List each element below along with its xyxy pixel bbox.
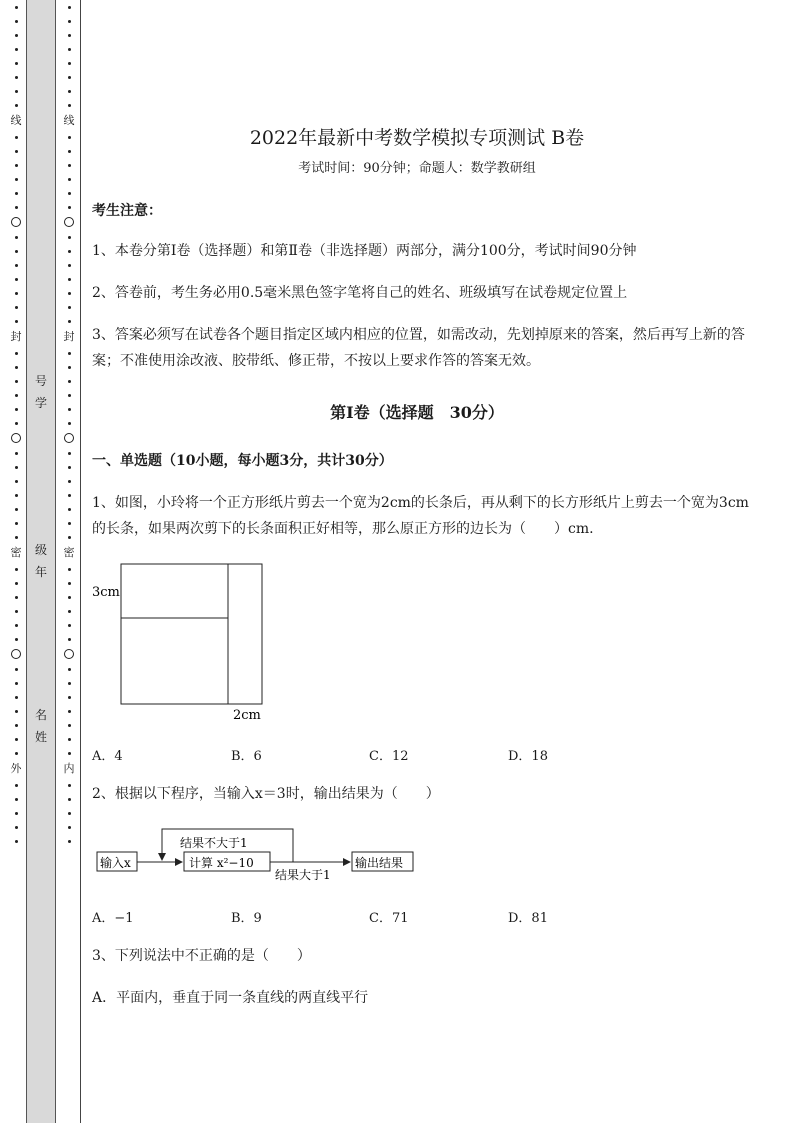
option-a[interactable]: A．4 — [92, 749, 123, 764]
seal-mark: 密 — [10, 546, 22, 559]
field-label: 名 — [34, 708, 47, 722]
seal-circle — [64, 433, 74, 443]
loop-label: 结果不大于1 — [180, 836, 248, 850]
program-flowchart — [92, 822, 432, 886]
label-3cm: 3cm — [92, 585, 120, 600]
question-1-text: 1、如图，小玲将一个正方形纸片剪去一个宽为2cm的长条后，再从剩下的长方形纸片上剪去一个宽为3cm的长条，如果两次剪下的长条面积正好相等，那么原正方形的边长为（ ）cm. — [92, 495, 749, 537]
student-info-strip — [26, 0, 56, 1123]
part-title: 一、单选题（10小题，每小题3分，共计30分） — [92, 453, 393, 469]
seal-mark: 线 — [63, 114, 75, 127]
compute-label: 计算 x²−10 — [189, 856, 254, 870]
field-label: 级 — [34, 543, 47, 557]
section-title: 第Ⅰ卷（选择题 30分） — [330, 403, 504, 422]
exit-label: 结果大于1 — [275, 868, 331, 882]
option-b[interactable]: B．9 — [231, 911, 262, 926]
option-a[interactable]: A．−1 — [92, 911, 134, 926]
seal-circle — [11, 433, 21, 443]
outer-seal-line — [9, 0, 23, 1123]
notice-item: 1、本卷分第Ⅰ卷（选择题）和第Ⅱ卷（非选择题）两部分，满分100分，考试时间90分钟 — [92, 243, 637, 259]
seal-circle — [11, 649, 21, 659]
question-3-text: 3、下列说法中不正确的是（ ） — [92, 948, 311, 964]
seal-circle — [64, 649, 74, 659]
option-d[interactable]: D．18 — [508, 749, 548, 764]
option-b[interactable]: B．6 — [231, 749, 262, 764]
seal-mark: 线 — [10, 114, 22, 127]
exam-subtitle: 考试时间：90分钟；命题人：数学教研组 — [298, 161, 536, 176]
seal-mark: 密 — [63, 546, 75, 559]
seal-mark: 封 — [63, 330, 75, 343]
field-label: 号 — [34, 374, 47, 388]
margin-border — [80, 0, 81, 1123]
field-label: 姓 — [34, 730, 47, 744]
option-a[interactable]: A．平面内，垂直于同一条直线的两直线平行 — [92, 990, 369, 1006]
option-d[interactable]: D．81 — [508, 911, 548, 926]
question-1-options — [92, 745, 752, 763]
seal-circle — [64, 217, 74, 227]
seal-mark: 内 — [63, 762, 75, 775]
square-outline — [121, 564, 262, 704]
question-2-options — [92, 907, 752, 925]
notice-item: 2、答卷前，考生务必用0.5毫米黑色签字笔将自己的姓名、班级填写在试卷规定位置上 — [92, 285, 628, 301]
option-c[interactable]: C．12 — [369, 749, 409, 764]
seal-circle — [11, 217, 21, 227]
label-2cm: 2cm — [233, 708, 261, 723]
output-label: 输出结果 — [355, 856, 404, 870]
seal-mark: 封 — [10, 330, 22, 343]
input-label: 输入x — [100, 856, 131, 870]
field-label: 学 — [34, 396, 47, 410]
square-figure — [92, 560, 292, 730]
question-2-text: 2、根据以下程序，当输入x＝3时，输出结果为（ ） — [92, 786, 440, 802]
exam-title: 2022年最新中考数学模拟专项测试 B卷 — [249, 127, 585, 149]
notice-heading: 考生注意： — [92, 203, 162, 219]
inner-seal-line — [62, 0, 76, 1123]
option-c[interactable]: C．71 — [369, 911, 409, 926]
field-label: 年 — [34, 565, 47, 579]
notice-item: 3、答案必须写在试卷各个题目指定区域内相应的位置，如需改动，先划掉原来的答案，然后再写上新的答案；不准使用涂改液、胶带纸、修正带，不按以上要求作答的答案无效。 — [92, 327, 745, 369]
seal-mark: 外 — [10, 762, 22, 775]
